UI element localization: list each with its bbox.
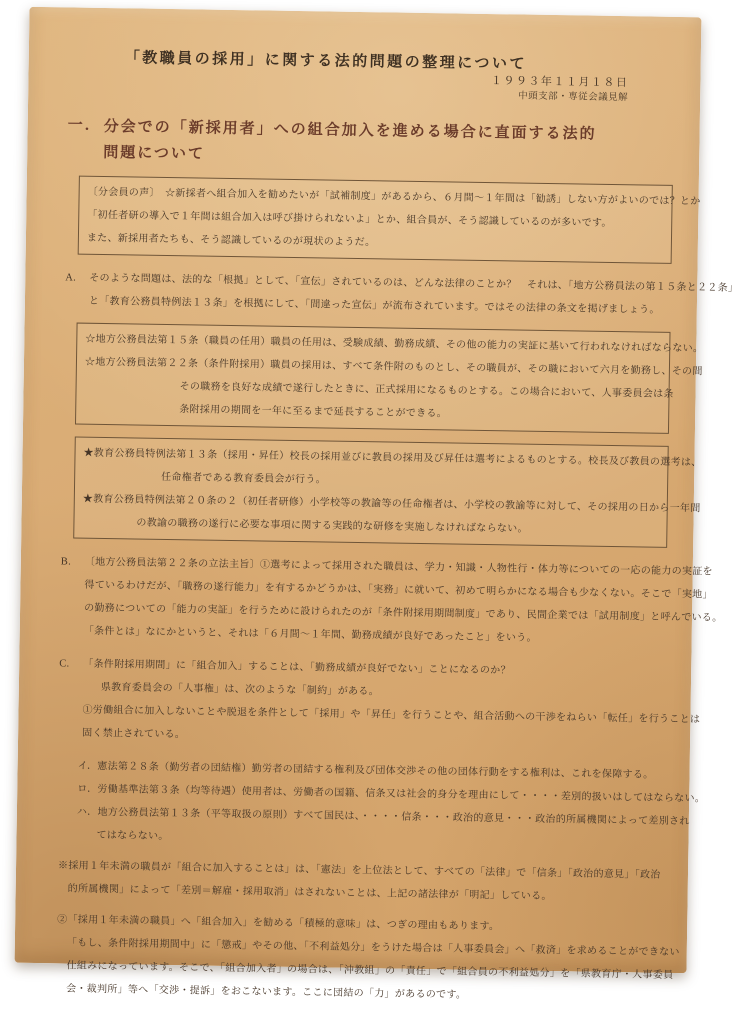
paragraph-line: 仕組みになっています。そこで、「組合加入者」の場合は、「沖教組」の「責任」で「組合員の不利益処分」を「県教育庁・人事委員	[66, 960, 674, 982]
voice-line: 「初任者研の導入で１年間は組合加入は呼び掛けられないよ」とか、組合員が、そう認識しているのが多いです。	[87, 209, 612, 229]
paragraph-line: 県教育委員会の「人事権」は、次のような「制約」がある。	[100, 681, 380, 698]
law-line: ★教育公務員特例法第１３条（採用・昇任）校長の採用並びに教員の採用及び昇任は選考によるものとする。校長及び教員の選考は、	[83, 447, 702, 469]
paragraph-a	[65, 266, 739, 322]
law-line: の教諭の職務の遂行に必要な事項に関する実践的な研修を実施しなければならない。	[136, 517, 528, 535]
law-item-i: イ．憲法第２８条（勤労者の団結権）勤労者の団結する権利及び団体交渉その他の団体行動をする権利は、これを保障する。	[77, 760, 654, 781]
law-item-ha-continuation: てはならない。	[96, 829, 169, 843]
paragraph-line: そのような問題は、法的な「根拠」として、「宣伝」されているのは、どんな法律のことか？ それは、「地方公務員法の第１５条と２２条」	[89, 272, 739, 294]
note-line: 的所属機関」によって「差別＝解雇・採用取消」はされないことは、上記の諸法律が「明記」している。	[67, 883, 552, 903]
paragraph-line: と「教育公務員特例法１３条」を根拠にして、「間違った宣伝」が流布されています。ではその法律の条文を掲げましょう。	[88, 295, 660, 316]
law-line: 条附採用の期間を一年に至るまで延長することができる。	[179, 404, 448, 420]
paragraph-c-label: C.	[59, 658, 70, 670]
paragraph-line: 「条件附採用期間」に「組合加入」することは、「勤務成績が良好でない」ことになるのか？	[83, 658, 511, 677]
paragraph-a-label: A.	[65, 272, 77, 284]
paragraph-a-body	[88, 267, 739, 322]
note-paragraph	[58, 854, 663, 909]
note-line: ※採用１年未満の職員が「組合に加入することは」は、「憲法」を上位法として、すべての「法律」で「信条」「政治的意見」「政治	[57, 860, 661, 881]
law-line: その職務を良好な成績で遂行したときに、正式採用になるものとする。この場合において、人事委員会は条	[179, 381, 674, 400]
paragraph-c-body	[82, 653, 701, 754]
law-line: ★教育公務員特例法第２０条の２（初任者研修）小学校等の教諭等の任命権者は、小学校の教諭等に対して、その採用の日から一年間	[82, 493, 701, 515]
document-org: 中頭支部・専従会議見解	[518, 91, 629, 104]
section-heading-line1: 分会での「新採用者」への組合加入を進める場合に直面する法的	[103, 118, 597, 143]
paragraph-line: 固く禁止されている。	[82, 727, 186, 741]
voice-line: 〔分会員の声〕 ☆新採者へ組合加入を勧めたいが「試補制度」があるから、６月間～１年間は「勧誘」しない方がよいのでは？とか	[87, 186, 701, 208]
paragraph-line: の勤務についての「能力の実証」を行うために設けられたのが「条件附採用期間制度」であり、民間企業では「試用制度」と呼んでいる。	[84, 602, 723, 624]
voice-line: また、新採用者たちも、そう認識しているのが現状のようだ。	[86, 232, 376, 249]
paragraph-line: ①労働組合に加入しないことや脱退を条件として「採用」や「昇任」を行うことや、組合活動への干渉をねらい「転任」を行うことは	[82, 704, 701, 726]
document-title: 「教職員の採用」に関する法的問題の整理について	[124, 50, 528, 73]
member-voice-box	[78, 176, 701, 264]
paragraph-2	[56, 908, 680, 1009]
paragraph-b	[60, 550, 723, 652]
paragraph-c	[58, 652, 701, 754]
paragraph-b-label: B.	[60, 556, 72, 568]
document-date: １９９３年１１月１８日	[490, 75, 629, 90]
document-content	[14, 7, 739, 1010]
section-heading-line2: 問題について	[103, 144, 206, 163]
paragraph-line: 会・裁判所」等へ「交渉・提訴」をおこないます。ここに団結の「力」があるのです。	[66, 983, 467, 1001]
paragraph-line: 得ているわけだが、「職務の遂行能力」を有するかどうかは、「実務」に就いて、初めて明らかになる場合も少なくない。そこで「実地」	[84, 579, 713, 601]
paragraph-line: 〔地方公務員法第２２条の立法主旨〕①選考によって採用された職員は、学力・知識・人物性行・体力等についての一応の能力の実証を	[84, 556, 713, 578]
cited-laws-list	[58, 754, 706, 855]
education-civil-service-law-box	[73, 437, 702, 548]
local-civil-service-law-box	[75, 323, 704, 434]
paragraph-line: ②「採用１年未満の職員」へ「組合加入」を勧める「積極的意味」は、つぎの理由もあります。	[57, 914, 500, 933]
section-number: 一．	[67, 117, 102, 134]
section-heading-text	[103, 114, 597, 174]
paragraph-line: 「もし、条件附採用期間中」に「懲戒」やその他、「不利益処分」をうけた場合は「人事委員会」へ「救済」を求めることができない	[66, 937, 680, 959]
paragraph-line: 「条件とは」なにかというと、それは「６月間～１年間、勤務成績が良好であったこと」をいう。	[83, 625, 537, 644]
law-line: 任命権者である教育委員会が行う。	[161, 471, 327, 486]
document-paper	[15, 7, 739, 1001]
paragraph-b-body	[83, 551, 723, 652]
law-item-ro: ロ．労働基準法第３条（均等待遇）使用者は、労働者の国籍、信条又は社会的身分を理由にして・・・・差別的扱いはしてはならない。	[77, 783, 706, 805]
law-line: ☆地方公務員法第２２条（条件附採用）職員の採用は、すべて条件附のものとし、その職員が、その職において六月を勤務し、その間	[84, 356, 703, 378]
law-line: ☆地方公務員法第１５条（職員の任用）職員の任用は、受験成績、勤務成績、その他の能力の実証に基いて行われなければならない。	[85, 333, 704, 355]
law-item-ha: ハ．地方公務員法第１３条（平等取扱の原則）すべて国民は、・・・・信条・・・政治的意見・・・政治的所属機関によって差別され	[76, 806, 690, 828]
section-heading	[67, 113, 674, 175]
